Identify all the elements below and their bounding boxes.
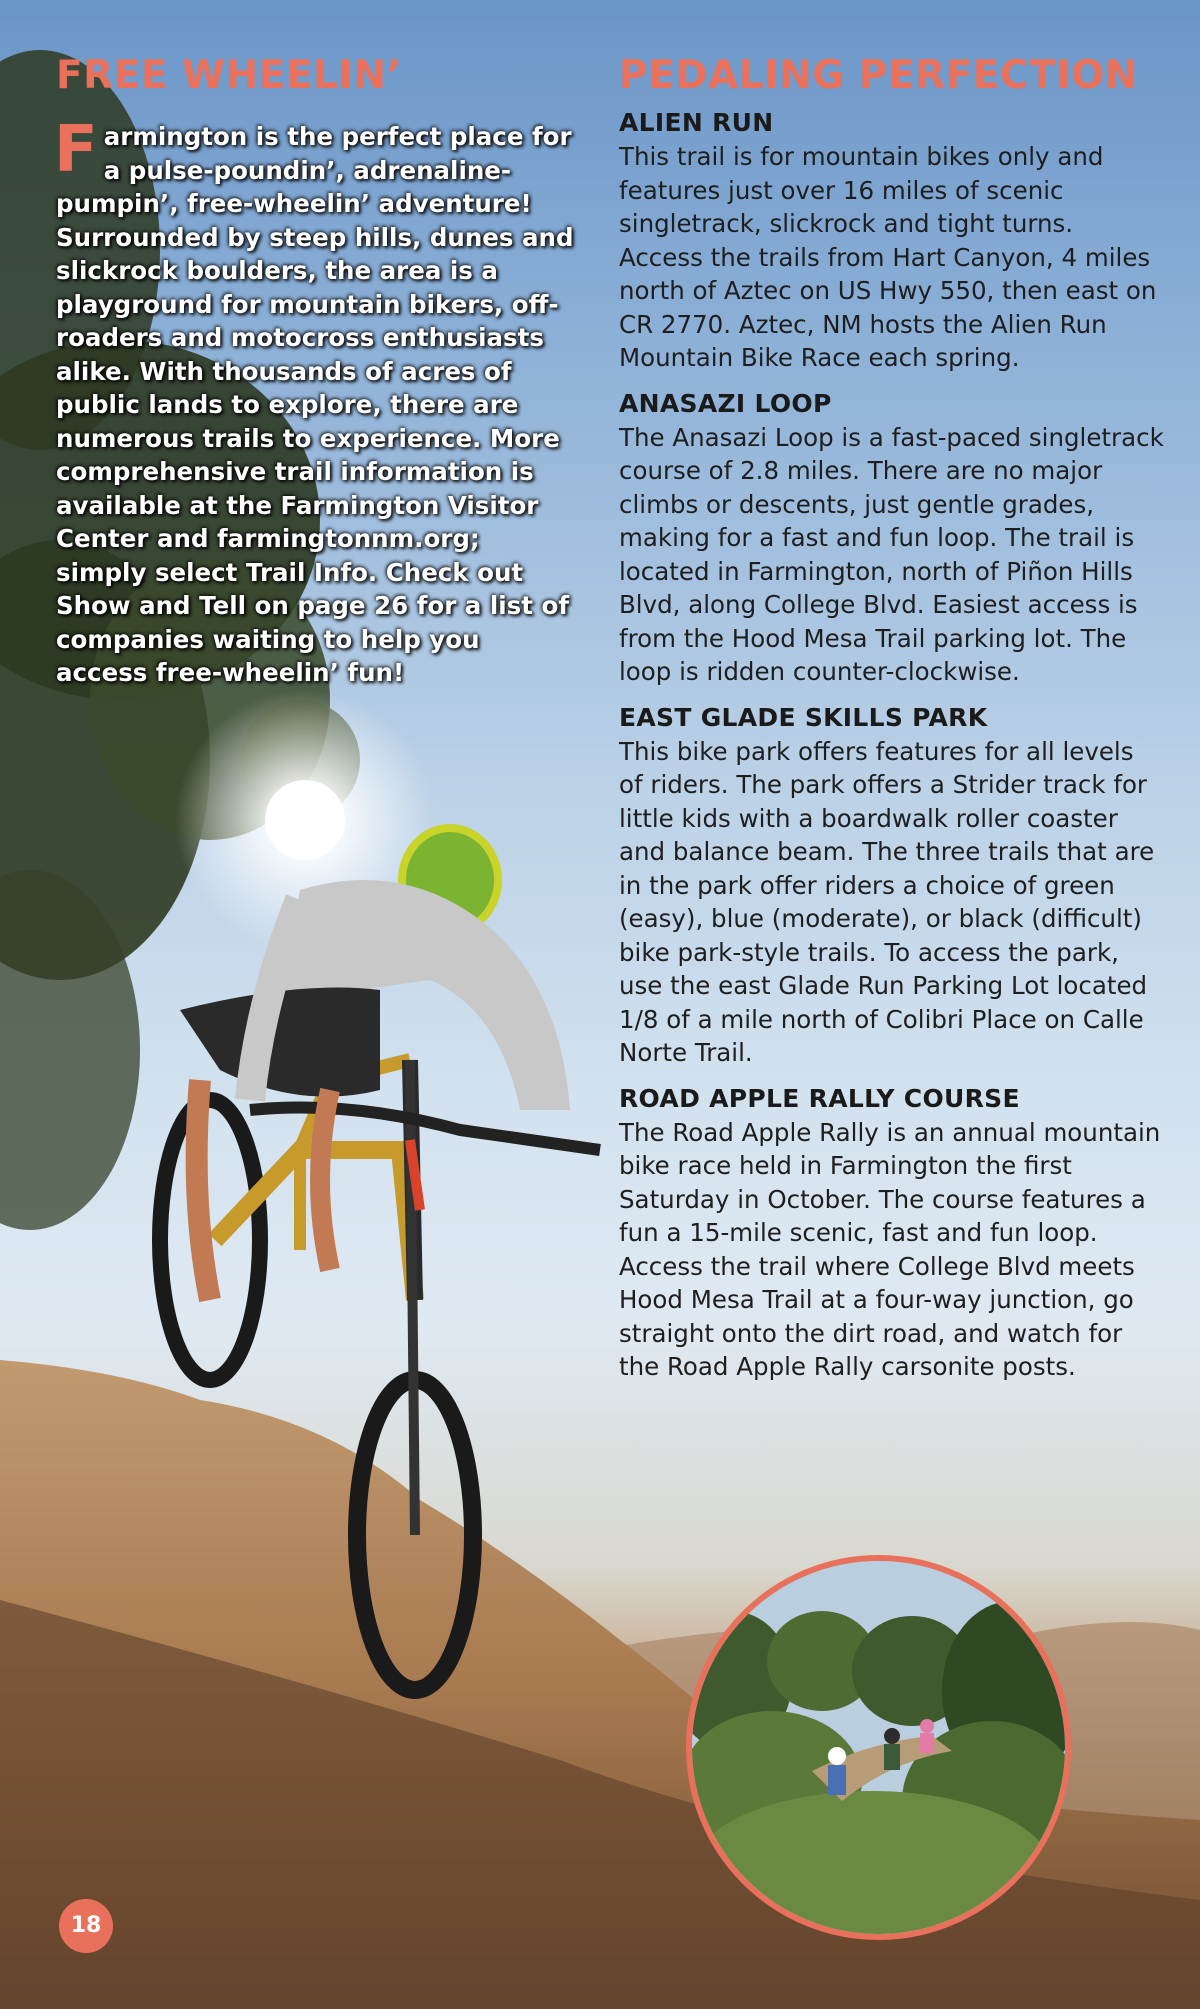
trail-description: This bike park offers features for all levels of riders. The park offers a Strider track for little kids with a boardwalk roller coaster and balance beam. The three trails that are in the park offer riders a choice of green (easy), blue (moderate), or black (difficult) bike park-style trails. To access the park, use the east Glade Run Parking Lot located 1/8 of a mile north of Colibri Place on Calle Norte Trail. [619, 736, 1155, 1067]
trail-section-east-glade-skills-park [619, 701, 1164, 1070]
trail-description: The Anasazi Loop is a fast-paced singletrack course of 2.8 miles. There are no major climbs or descents, just gentle grades, making for a fast and fun loop. The trail is located in Farmington, north of Piñon Hills Blvd, along College Blvd. Easiest access is from the Hood Mesa Trail parking lot. The loop is ridden counter-clockwise. [619, 422, 1164, 686]
trail-section-anasazi-loop [619, 387, 1164, 689]
intro-text: armington is the perfect place for a pulse-poundin’, adrenaline-pumpin’, free-wheelin’ adventure! Surrounded by steep hills, dunes and slickrock boulders, the area is a playground for mountain bikers, off-roaders and motocross enthusiasts alike. With thousands of acres of public lands to explore, there are numerous trails to experience. More comprehensive trail information is available at the Farmington Visitor Center and farmingtonnm.org; simply select Trail Info. Check out Show and Tell on page 26 for a list of companies waiting to help you access free-wheelin’ fun! [56, 122, 574, 687]
left-column [56, 52, 576, 690]
page-number-badge: 18 [59, 1899, 113, 1953]
trail-title: EAST GLADE SKILLS PARK [619, 702, 988, 732]
section-heading-pedaling-perfection: PEDALING PERFECTION [619, 53, 1138, 98]
trail-description: This trail is for mountain bikes only and features just over 16 miles of scenic singletrack, slickrock and tight turns. Access the trails from Hart Canyon, 4 miles north of Aztec on US Hwy 550, then east on CR 2770. Aztec, NM hosts the Alien Run Mountain Bike Race each spring. [619, 142, 1157, 372]
right-column [619, 52, 1164, 1396]
section-heading-free-wheelin: FREE WHEELIN’ [56, 53, 402, 98]
inset-photo-riders-on-trail [686, 1555, 1071, 1940]
trail-section-road-apple-rally-course [619, 1082, 1164, 1384]
trail-section-alien-run [619, 106, 1164, 375]
drop-cap: F [54, 113, 98, 187]
trail-title: ROAD APPLE RALLY COURSE [619, 1083, 1020, 1113]
trail-description: The Road Apple Rally is an annual mountain bike race held in Farmington the first Saturday in October. The course features a fun a 15-mile scenic, fast and fun loop. Access the trail where College Blvd meets Hood Mesa Trail at a four-way junction, go straight onto the dirt road, and watch for the Road Apple Rally carsonite posts. [619, 1117, 1161, 1381]
trail-title: ALIEN RUN [619, 108, 774, 137]
intro-paragraph [54, 113, 576, 690]
trail-title: ANASAZI LOOP [619, 388, 832, 418]
